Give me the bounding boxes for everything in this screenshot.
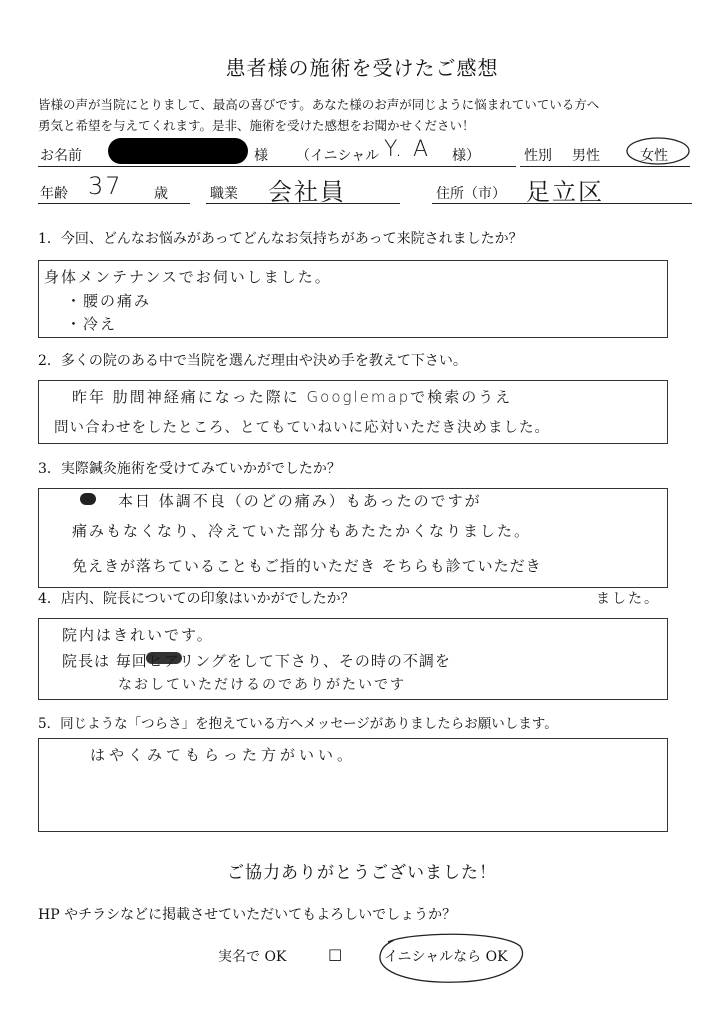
- intro-line-2: 勇気と希望を与えてくれます。是非、施術を受けた感想をお聞かせください！: [38, 118, 475, 133]
- sama-label: 様: [254, 148, 268, 164]
- question-4-label: 4．店内、院長についての印象はいかがでしたか？: [38, 591, 355, 607]
- question-1-label: 1．今回、どんなお悩みがあってどんなお気持ちがあって来院されましたか？: [38, 231, 523, 247]
- thanks-text: ご協力ありがとうございました！: [227, 863, 497, 883]
- answer-3-line-3: 免えきが落ちていることもご指的いただき そちらも診ていただき: [72, 557, 542, 575]
- answer-4-line-1: 院内はきれいです。: [62, 626, 214, 644]
- age-label: 年齢: [40, 186, 68, 202]
- answer-3-line-2: 痛みもなくなり、冷えていた部分もあたたかくなりました。: [72, 522, 532, 540]
- answer-4-line-3: なおしていただけるのでありがたいです: [118, 677, 406, 693]
- intro-line-1: 皆様の声が当院にとりまして、最高の喜びです。あなた様のお声が同じように悩まれていている方へ: [38, 97, 600, 112]
- redacted-name: [108, 138, 248, 164]
- gender-male[interactable]: 男性: [572, 148, 600, 164]
- scribble-mark: [80, 493, 96, 505]
- name-label: お名前: [40, 148, 82, 164]
- question-5-label: 5．同じような「つらさ」を抱えている方へメッセージがありましたらお願いします。: [38, 716, 558, 732]
- female-circle-mark: [624, 134, 692, 168]
- initial-open: （イニシャル: [296, 148, 380, 164]
- address-value[interactable]: 足立区: [526, 178, 604, 206]
- gender-label: 性別: [524, 148, 552, 164]
- answer-2-line-1: 昨年 肋間神経痛になった際に Googlemapで検索のうえ: [72, 388, 513, 406]
- consent-question: HP やチラシなどに掲載させていただいてもよろしいでしょうか？: [38, 907, 457, 923]
- address-label: 住所（市）: [436, 186, 506, 202]
- question-3-label: 3．実際鍼灸施術を受けてみていかがでしたか？: [38, 461, 341, 477]
- answer-2-line-2: 問い合わせをしたところ、とてもていねいに応対いただき決めました。: [54, 420, 550, 436]
- answer-1-line-1: 身体メンテナンスでお伺いしました。: [44, 268, 332, 286]
- answer-1-line-3: ・冷え: [66, 315, 118, 333]
- consent-real-name-option[interactable]: 実名で OK: [218, 949, 287, 965]
- consent-initials-option[interactable]: イニシャルなら OK: [384, 949, 508, 965]
- answer-3-line-4: ました。: [596, 591, 660, 607]
- page-title: 患者様の施術を受けたご感想: [225, 56, 499, 80]
- answer-3-line-1: 本日 体調不良（のどの痛み）もあったのですが: [118, 492, 482, 510]
- answer-4-line-2: 院長は 毎回ヒアリングをして下さり、その時の不調を: [62, 652, 451, 670]
- answer-1-line-2: ・腰の痛み: [66, 292, 152, 310]
- initial-value[interactable]: Y. A: [384, 137, 431, 162]
- answer-5-line-1: はやくみてもらった方がいい。: [90, 746, 357, 764]
- job-value[interactable]: 会社員: [268, 178, 346, 206]
- consent-checkbox[interactable]: □: [328, 945, 343, 963]
- job-label: 職業: [210, 186, 238, 202]
- age-value[interactable]: 37: [88, 172, 123, 200]
- initial-close: 様）: [452, 148, 480, 164]
- initials-circle-mark: [370, 928, 530, 990]
- gender-female[interactable]: 女性: [640, 148, 668, 164]
- age-unit: 歳: [154, 186, 168, 202]
- question-2-label: 2．多くの院のある中で当院を選んだ理由や決め手を教えて下さい。: [38, 353, 467, 369]
